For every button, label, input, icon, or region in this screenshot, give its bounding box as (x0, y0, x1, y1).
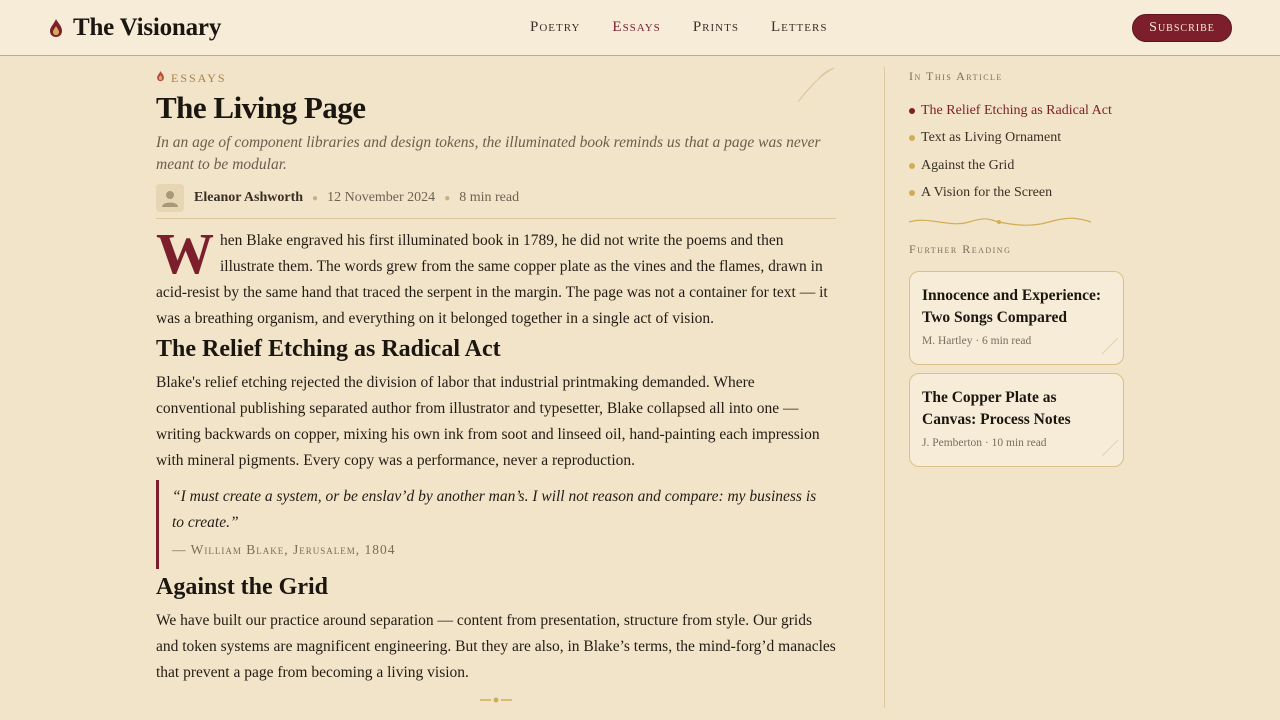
section-paragraph: Blake's relief etching rejected the division of labor that industrial printmaking demanded. Where conventional publishing separated author from illustrator and typesetter, Blake collapsed all into one — writing backwards on copper, mixing his own ink from soot and linseed oil, hand-painting each impression with mineral pigments. Every copy was a performance, never a reproduction. (156, 374, 820, 469)
toc-label: In This Article (909, 69, 1003, 83)
read-time: 8 min read (459, 190, 520, 205)
reading-card[interactable] (909, 373, 1124, 467)
brand-name: The Visionary (73, 14, 222, 41)
section-heading: The Relief Etching as Radical Act (156, 336, 501, 362)
table-of-contents (909, 97, 1112, 207)
main-nav (530, 19, 827, 36)
card-meta: J. Pemberton · 10 min read (922, 437, 1047, 449)
publish-date: 12 November 2024 (327, 190, 436, 205)
bullet-icon (909, 190, 915, 196)
kicker-label: ESSAYS (171, 70, 227, 85)
toc-item-label: Against the Grid (921, 157, 1015, 173)
flame-icon (48, 18, 64, 38)
corner-flourish-icon (1101, 439, 1119, 462)
article-kicker[interactable] (156, 69, 227, 87)
intro-paragraph (156, 221, 836, 332)
reading-card[interactable] (909, 271, 1124, 365)
toc-item[interactable] (909, 152, 1112, 180)
toc-item[interactable] (909, 125, 1112, 153)
bullet-icon (909, 163, 915, 169)
nav-essays[interactable]: Essays (612, 19, 661, 35)
toc-item[interactable] (909, 97, 1112, 125)
card-title: The Copper Plate as Canvas: Process Notes (922, 389, 1071, 428)
site-header (0, 0, 1280, 56)
corner-flourish-icon (1101, 337, 1119, 360)
toc-item-label: The Relief Etching as Radical Act (921, 102, 1112, 118)
separator-dot: ● (444, 192, 451, 204)
quote-citation: — William Blake, Jerusalem, 1804 (172, 542, 396, 557)
quote-text: “I must create a system, or be enslav’d by another man’s. I will not reason and compare: my business is to create.” (172, 488, 817, 531)
card-meta: M. Hartley · 6 min read (922, 335, 1032, 347)
nav-poetry[interactable]: Poetry (530, 19, 581, 35)
card-title: Innocence and Experience: Two Songs Compared (922, 287, 1102, 326)
pull-quote (156, 480, 836, 569)
brand-logo[interactable] (48, 13, 221, 43)
author-name[interactable]: Eleanor Ashworth (194, 190, 304, 205)
article-title: The Living Page (156, 90, 366, 125)
intro-text: hen Blake engraved his first illuminated book in 1789, he did not write the poems and then illustrate them. The words grew from the same copper plate as the vines and the flames, drawn in acid-resist by the same hand that traced the serpent in the margin. The page was not a container for text — it was a breathing organism, and everything on it belonged together in a single act of vision. (156, 232, 828, 327)
corner-flourish-icon (796, 66, 836, 111)
ornament-icon (480, 692, 512, 710)
toc-item-label: Text as Living Ornament (921, 130, 1062, 146)
separator-dot: ● (312, 192, 319, 204)
nav-letters[interactable]: Letters (770, 19, 828, 35)
section-heading: Against the Grid (156, 574, 329, 600)
divider (156, 218, 836, 219)
section-paragraph: We have built our practice around separation — content from presentation, structure from style. Our grids and token systems are magnificent engineering. But they are also, in Blake’s terms, the mind-forg’d manacles that prevent a page from becoming a living vision. (156, 612, 836, 681)
toc-item[interactable] (909, 180, 1112, 208)
subscribe-button[interactable]: Subscribe (1132, 14, 1232, 42)
drop-cap: W (156, 221, 214, 286)
nav-prints[interactable]: Prints (692, 19, 739, 35)
flame-icon (156, 69, 165, 87)
wave-ornament-icon (909, 215, 1091, 233)
toc-item-label: A Vision for the Screen (921, 185, 1053, 201)
bullet-icon (909, 135, 915, 141)
byline (156, 184, 519, 212)
sidebar-divider (884, 67, 885, 708)
further-reading-label: Further Reading (909, 242, 1012, 256)
user-icon (156, 184, 184, 212)
article-dek: In an age of component libraries and design tokens, the illuminated book reminds us that a page was never meant to be modular. (156, 134, 821, 173)
bullet-icon (909, 108, 915, 114)
